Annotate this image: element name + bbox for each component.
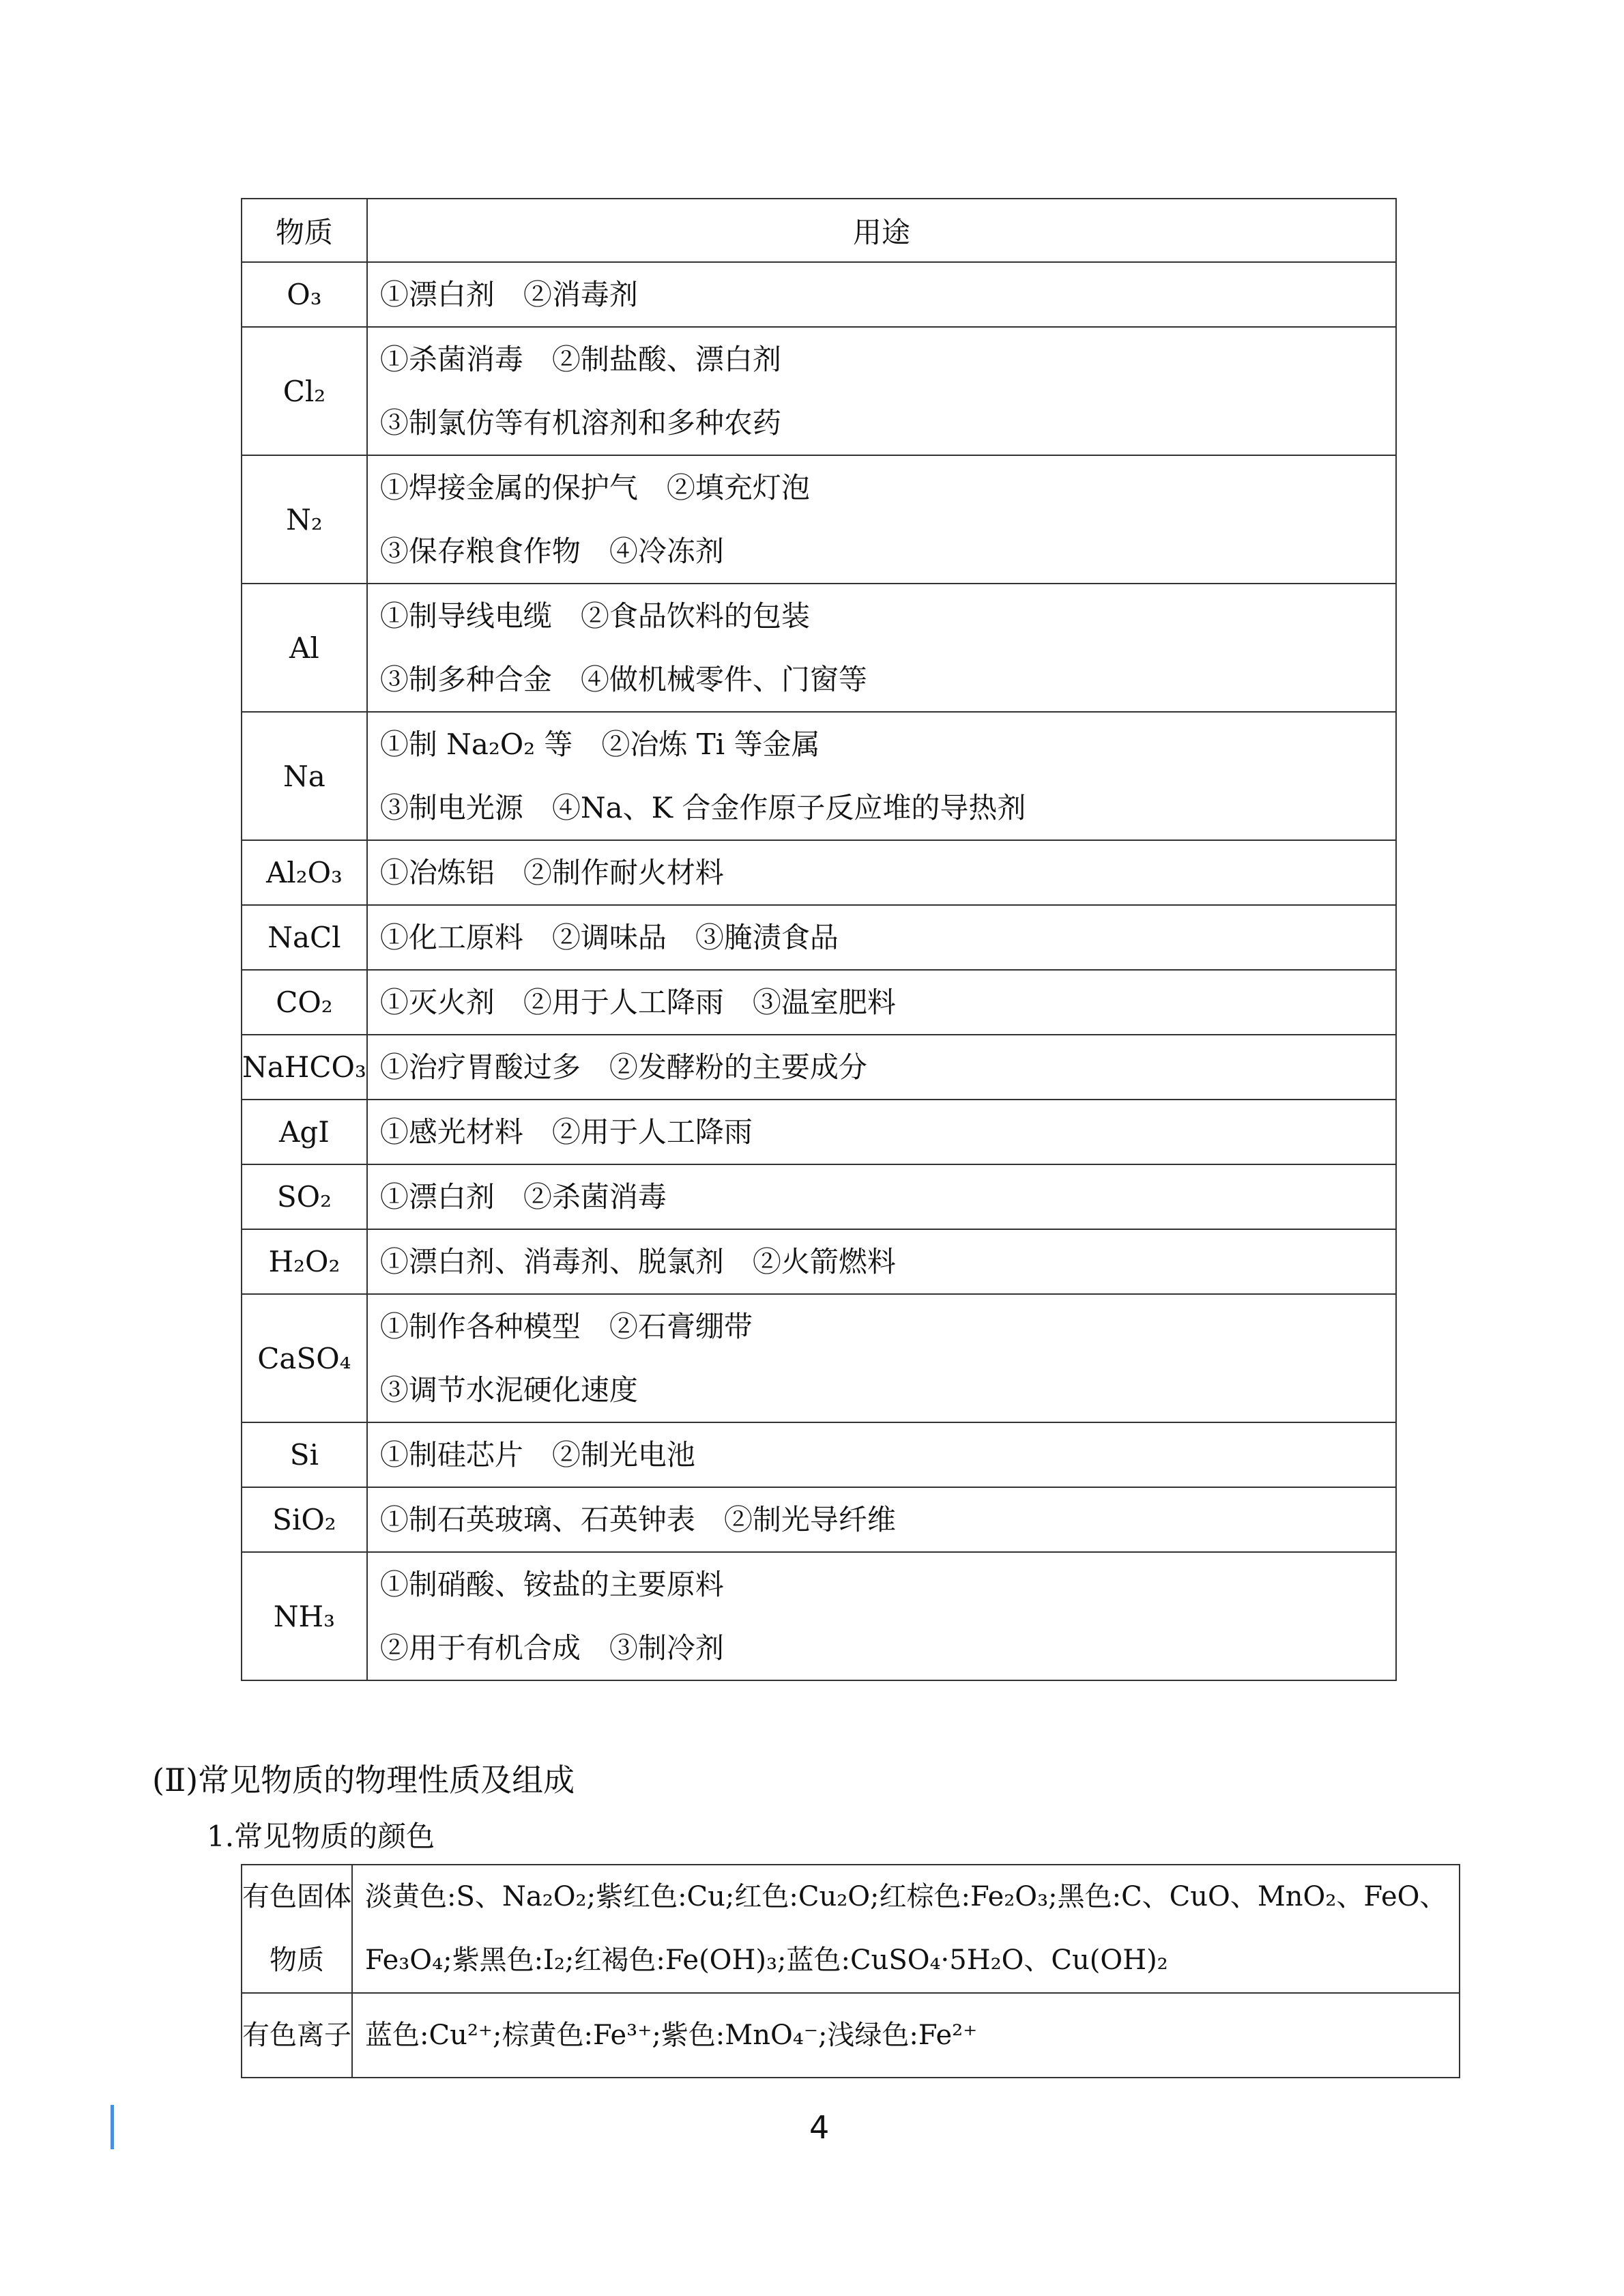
margin-marker <box>111 2105 114 2149</box>
use-cell <box>367 1487 1396 1552</box>
substance-cell: SiO₂ <box>242 1487 367 1552</box>
substance-cell: N₂ <box>242 455 367 584</box>
use-cell <box>367 1294 1396 1422</box>
colors-cell <box>352 1865 1460 1993</box>
substance-cell: NH₃ <box>242 1552 367 1680</box>
use-cell <box>367 905 1396 970</box>
table-row <box>242 1100 1396 1164</box>
use-line: ①漂白剂 ②杀菌消毒 <box>379 1180 667 1214</box>
table-row <box>242 262 1396 327</box>
substance-cell: Na <box>242 712 367 840</box>
use-cell <box>367 262 1396 327</box>
colors-line: Fe₃O₄;紫黑色:I₂;红褐色:Fe(OH)₃;蓝色:CuSO₄·5H₂O、Cu(OH)₂ <box>365 1945 1168 1976</box>
category-line: 有色固体 <box>242 1881 351 1912</box>
table-row <box>242 1229 1396 1294</box>
header-substance: 物质 <box>242 199 367 262</box>
use-line: ①制石英玻璃、石英钟表 ②制光导纤维 <box>379 1503 896 1536</box>
use-line: ①漂白剂 ②消毒剂 <box>379 278 638 311</box>
use-line: ①制硅芯片 ②制光电池 <box>379 1438 695 1472</box>
category-cell <box>242 1865 352 1993</box>
table-row <box>242 1552 1396 1680</box>
table-row <box>242 455 1396 584</box>
use-cell <box>367 327 1396 455</box>
substance-cell: NaCl <box>242 905 367 970</box>
table-row <box>242 1487 1396 1552</box>
substance-cell: CO₂ <box>242 970 367 1035</box>
substance-cell: Al <box>242 584 367 712</box>
use-line: ③调节水泥硬化速度 <box>379 1373 638 1407</box>
table-row <box>242 1164 1396 1229</box>
table-row <box>242 1035 1396 1100</box>
use-cell <box>367 1035 1396 1100</box>
use-line: ①化工原料 ②调味品 ③腌渍食品 <box>379 921 839 954</box>
page-number: 4 <box>809 2109 830 2146</box>
substance-uses-table <box>241 198 1397 1681</box>
use-line: ③制电光源 ④Na、K 合金作原子反应堆的导热剂 <box>379 791 1026 824</box>
substance-cell: Al₂O₃ <box>242 840 367 905</box>
substance-cell: AgI <box>242 1100 367 1164</box>
table-row <box>242 1294 1396 1422</box>
use-cell <box>367 1552 1396 1680</box>
table-row <box>242 327 1396 455</box>
use-line: ①治疗胃酸过多 ②发酵粉的主要成分 <box>379 1050 867 1084</box>
substance-cell: NaHCO₃ <box>242 1035 367 1100</box>
table-row <box>242 1422 1396 1487</box>
table-row <box>242 840 1396 905</box>
substance-cell: Si <box>242 1422 367 1487</box>
use-line: ①漂白剂、消毒剂、脱氯剂 ②火箭燃料 <box>379 1245 896 1278</box>
use-cell <box>367 455 1396 584</box>
use-cell <box>367 970 1396 1035</box>
table-header-row <box>242 199 1396 262</box>
use-cell <box>367 584 1396 712</box>
use-line: ②用于有机合成 ③制冷剂 <box>379 1631 724 1665</box>
colors-line: 蓝色:Cu²⁺;棕黄色:Fe³⁺;紫色:MnO₄⁻;浅绿色:Fe²⁺ <box>365 2019 978 2051</box>
use-cell <box>367 840 1396 905</box>
table-row <box>242 1865 1460 1993</box>
table-row <box>242 712 1396 840</box>
use-line: ③制多种合金 ④做机械零件、门窗等 <box>379 663 867 696</box>
substance-colors-table <box>241 1864 1460 2078</box>
use-line: ①感光材料 ②用于人工降雨 <box>379 1115 753 1149</box>
use-line: ①制硝酸、铵盐的主要原料 <box>379 1568 724 1601</box>
colors-line: 淡黄色:S、Na₂O₂;紫红色:Cu;红色:Cu₂O;红棕色:Fe₂O₃;黑色:C、CuO、MnO₂、FeO、 <box>365 1881 1447 1912</box>
substance-cell: O₃ <box>242 262 367 327</box>
use-line: ①冶炼铝 ②制作耐火材料 <box>379 856 724 889</box>
use-cell <box>367 712 1396 840</box>
table-row <box>242 905 1396 970</box>
use-line: ①制作各种模型 ②石膏绷带 <box>379 1310 753 1343</box>
use-line: ③制氯仿等有机溶剂和多种农药 <box>379 406 781 440</box>
use-line: ①制导线电缆 ②食品饮料的包装 <box>379 599 810 633</box>
subsection-heading: 1.常见物质的颜色 <box>207 1820 435 1853</box>
substance-cell: H₂O₂ <box>242 1229 367 1294</box>
use-cell <box>367 1422 1396 1487</box>
substance-cell: CaSO₄ <box>242 1294 367 1422</box>
table-row <box>242 1993 1460 2078</box>
table-row <box>242 584 1396 712</box>
use-line: ①焊接金属的保护气 ②填充灯泡 <box>379 471 810 504</box>
substance-cell: Cl₂ <box>242 327 367 455</box>
substance-cell: SO₂ <box>242 1164 367 1229</box>
use-line: ①制 Na₂O₂ 等 ②冶炼 Ti 等金属 <box>379 728 820 761</box>
section-heading: (Ⅱ)常见物质的物理性质及组成 <box>152 1762 575 1798</box>
category-cell <box>242 1993 352 2078</box>
colors-cell <box>352 1993 1460 2078</box>
category-line: 物质 <box>270 1945 324 1976</box>
table-row <box>242 970 1396 1035</box>
header-use: 用途 <box>367 199 1396 262</box>
use-cell <box>367 1164 1396 1229</box>
use-line: ①杀菌消毒 ②制盐酸、漂白剂 <box>379 343 781 376</box>
use-line: ①灭火剂 ②用于人工降雨 ③温室肥料 <box>379 986 896 1019</box>
use-cell <box>367 1229 1396 1294</box>
use-cell <box>367 1100 1396 1164</box>
use-line: ③保存粮食作物 ④冷冻剂 <box>379 534 724 568</box>
category-line: 有色离子 <box>242 2019 351 2051</box>
